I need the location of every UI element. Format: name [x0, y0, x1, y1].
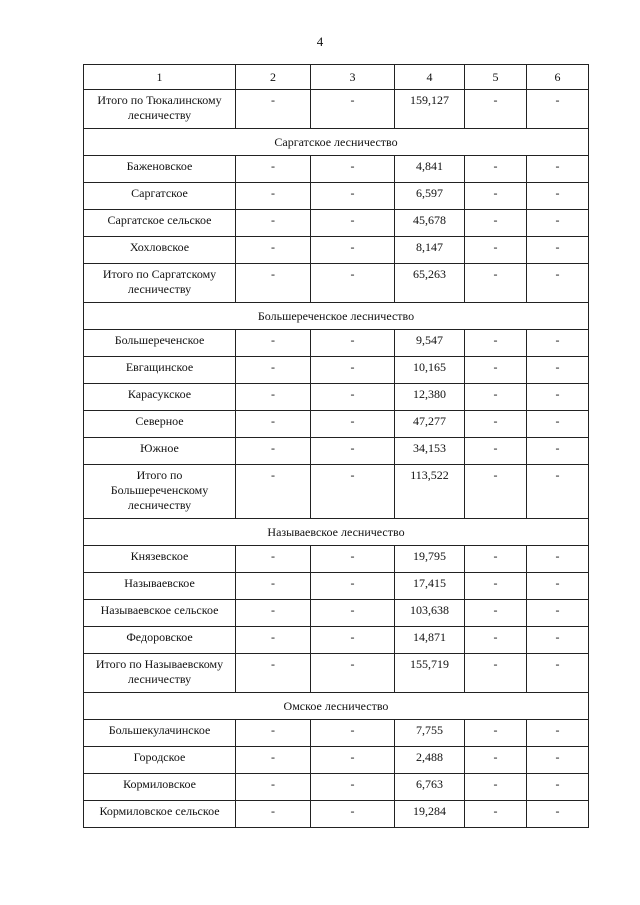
col2-cell: - — [236, 330, 311, 357]
col6-cell: - — [527, 465, 589, 519]
column-header-2: 2 — [236, 65, 311, 90]
col5-cell: - — [465, 801, 527, 828]
area-value-cell: 4,841 — [395, 156, 465, 183]
district-name-cell: Саргатское — [84, 183, 236, 210]
table-row — [84, 384, 589, 411]
district-name-cell: Большереченское — [84, 330, 236, 357]
col3-cell: - — [311, 438, 395, 465]
district-name-cell: Князевское — [84, 546, 236, 573]
area-value-cell: 65,263 — [395, 264, 465, 303]
table-row — [84, 747, 589, 774]
col6-cell: - — [527, 156, 589, 183]
col2-cell: - — [236, 183, 311, 210]
forestry-table — [83, 64, 589, 828]
district-name-cell: Большекулачинское — [84, 720, 236, 747]
table-header-row — [84, 65, 589, 90]
col6-cell: - — [527, 573, 589, 600]
district-name-cell: Саргатское сельское — [84, 210, 236, 237]
col2-cell: - — [236, 264, 311, 303]
column-header-5: 5 — [465, 65, 527, 90]
table-row — [84, 357, 589, 384]
area-value-cell: 14,871 — [395, 627, 465, 654]
col6-cell: - — [527, 774, 589, 801]
area-value-cell: 7,755 — [395, 720, 465, 747]
col3-cell: - — [311, 465, 395, 519]
district-name-cell: Кормиловское — [84, 774, 236, 801]
col5-cell: - — [465, 720, 527, 747]
col6-cell: - — [527, 747, 589, 774]
col3-cell: - — [311, 600, 395, 627]
col2-cell: - — [236, 654, 311, 693]
col3-cell: - — [311, 384, 395, 411]
section-header-row — [84, 519, 589, 546]
col2-cell: - — [236, 465, 311, 519]
col6-cell: - — [527, 720, 589, 747]
district-name-cell: Итого по Большереченскому лесничеству — [84, 465, 236, 519]
district-name-cell: Называевское сельское — [84, 600, 236, 627]
col2-cell: - — [236, 720, 311, 747]
col5-cell: - — [465, 774, 527, 801]
col3-cell: - — [311, 654, 395, 693]
area-value-cell: 45,678 — [395, 210, 465, 237]
table-row — [84, 627, 589, 654]
col3-cell: - — [311, 90, 395, 129]
col2-cell: - — [236, 747, 311, 774]
col5-cell: - — [465, 438, 527, 465]
col3-cell: - — [311, 183, 395, 210]
section-title: Саргатское лесничество — [84, 129, 589, 156]
district-name-cell: Кормиловское сельское — [84, 801, 236, 828]
table-row — [84, 330, 589, 357]
col2-cell: - — [236, 357, 311, 384]
table-row — [84, 438, 589, 465]
area-value-cell: 6,763 — [395, 774, 465, 801]
section-title: Называевское лесничество — [84, 519, 589, 546]
district-name-cell: Южное — [84, 438, 236, 465]
col3-cell: - — [311, 237, 395, 264]
district-name-cell: Итого по Тюкалинскому лесничеству — [84, 90, 236, 129]
col6-cell: - — [527, 264, 589, 303]
col3-cell: - — [311, 801, 395, 828]
area-value-cell: 155,719 — [395, 654, 465, 693]
col5-cell: - — [465, 237, 527, 264]
column-header-6: 6 — [527, 65, 589, 90]
col3-cell: - — [311, 264, 395, 303]
area-value-cell: 12,380 — [395, 384, 465, 411]
col3-cell: - — [311, 747, 395, 774]
col3-cell: - — [311, 357, 395, 384]
col2-cell: - — [236, 384, 311, 411]
col3-cell: - — [311, 156, 395, 183]
area-value-cell: 19,795 — [395, 546, 465, 573]
table-row — [84, 156, 589, 183]
col6-cell: - — [527, 801, 589, 828]
col6-cell: - — [527, 183, 589, 210]
col2-cell: - — [236, 210, 311, 237]
section-title: Омское лесничество — [84, 693, 589, 720]
col5-cell: - — [465, 627, 527, 654]
col3-cell: - — [311, 627, 395, 654]
col2-cell: - — [236, 156, 311, 183]
district-name-cell: Городское — [84, 747, 236, 774]
col2-cell: - — [236, 627, 311, 654]
col6-cell: - — [527, 438, 589, 465]
col6-cell: - — [527, 90, 589, 129]
section-title: Большереченское лесничество — [84, 303, 589, 330]
total-row — [84, 654, 589, 693]
area-value-cell: 9,547 — [395, 330, 465, 357]
col5-cell: - — [465, 357, 527, 384]
col5-cell: - — [465, 156, 527, 183]
col3-cell: - — [311, 546, 395, 573]
col2-cell: - — [236, 573, 311, 600]
col6-cell: - — [527, 210, 589, 237]
district-name-cell: Федоровское — [84, 627, 236, 654]
col2-cell: - — [236, 438, 311, 465]
col2-cell: - — [236, 411, 311, 438]
col6-cell: - — [527, 654, 589, 693]
col3-cell: - — [311, 210, 395, 237]
column-header-1: 1 — [84, 65, 236, 90]
col6-cell: - — [527, 237, 589, 264]
col6-cell: - — [527, 546, 589, 573]
col5-cell: - — [465, 210, 527, 237]
area-value-cell: 34,153 — [395, 438, 465, 465]
col2-cell: - — [236, 237, 311, 264]
column-header-4: 4 — [395, 65, 465, 90]
col5-cell: - — [465, 264, 527, 303]
table-row — [84, 801, 589, 828]
district-name-cell: Хохловское — [84, 237, 236, 264]
col2-cell: - — [236, 801, 311, 828]
col2-cell: - — [236, 90, 311, 129]
table-row — [84, 720, 589, 747]
area-value-cell: 17,415 — [395, 573, 465, 600]
col5-cell: - — [465, 384, 527, 411]
district-name-cell: Итого по Называевскому лесничеству — [84, 654, 236, 693]
col5-cell: - — [465, 411, 527, 438]
district-name-cell: Карасукское — [84, 384, 236, 411]
district-name-cell: Итого по Саргатскому лесничеству — [84, 264, 236, 303]
col2-cell: - — [236, 774, 311, 801]
section-header-row — [84, 129, 589, 156]
col6-cell: - — [527, 330, 589, 357]
col5-cell: - — [465, 90, 527, 129]
area-value-cell: 6,597 — [395, 183, 465, 210]
table-row — [84, 210, 589, 237]
col6-cell: - — [527, 384, 589, 411]
col2-cell: - — [236, 600, 311, 627]
col5-cell: - — [465, 465, 527, 519]
table-row — [84, 183, 589, 210]
area-value-cell: 8,147 — [395, 237, 465, 264]
column-header-3: 3 — [311, 65, 395, 90]
col5-cell: - — [465, 183, 527, 210]
area-value-cell: 159,127 — [395, 90, 465, 129]
table-row — [84, 774, 589, 801]
col6-cell: - — [527, 627, 589, 654]
page-number: 4 — [316, 34, 324, 49]
area-value-cell: 10,165 — [395, 357, 465, 384]
col3-cell: - — [311, 774, 395, 801]
table-body — [84, 65, 589, 828]
total-row — [84, 90, 589, 129]
table-row — [84, 411, 589, 438]
col5-cell: - — [465, 600, 527, 627]
district-name-cell: Евгащинское — [84, 357, 236, 384]
section-header-row — [84, 693, 589, 720]
area-value-cell: 47,277 — [395, 411, 465, 438]
district-name-cell: Баженовское — [84, 156, 236, 183]
district-name-cell: Северное — [84, 411, 236, 438]
area-value-cell: 19,284 — [395, 801, 465, 828]
col5-cell: - — [465, 747, 527, 774]
table-row — [84, 600, 589, 627]
col5-cell: - — [465, 573, 527, 600]
col3-cell: - — [311, 573, 395, 600]
col5-cell: - — [465, 330, 527, 357]
col3-cell: - — [311, 720, 395, 747]
section-header-row — [84, 303, 589, 330]
table-row — [84, 546, 589, 573]
col6-cell: - — [527, 600, 589, 627]
area-value-cell: 2,488 — [395, 747, 465, 774]
total-row — [84, 264, 589, 303]
col2-cell: - — [236, 546, 311, 573]
col6-cell: - — [527, 357, 589, 384]
area-value-cell: 103,638 — [395, 600, 465, 627]
col6-cell: - — [527, 411, 589, 438]
table-row — [84, 573, 589, 600]
total-row — [84, 465, 589, 519]
col3-cell: - — [311, 330, 395, 357]
table-row — [84, 237, 589, 264]
area-value-cell: 113,522 — [395, 465, 465, 519]
col5-cell: - — [465, 654, 527, 693]
col5-cell: - — [465, 546, 527, 573]
col3-cell: - — [311, 411, 395, 438]
district-name-cell: Называевское — [84, 573, 236, 600]
